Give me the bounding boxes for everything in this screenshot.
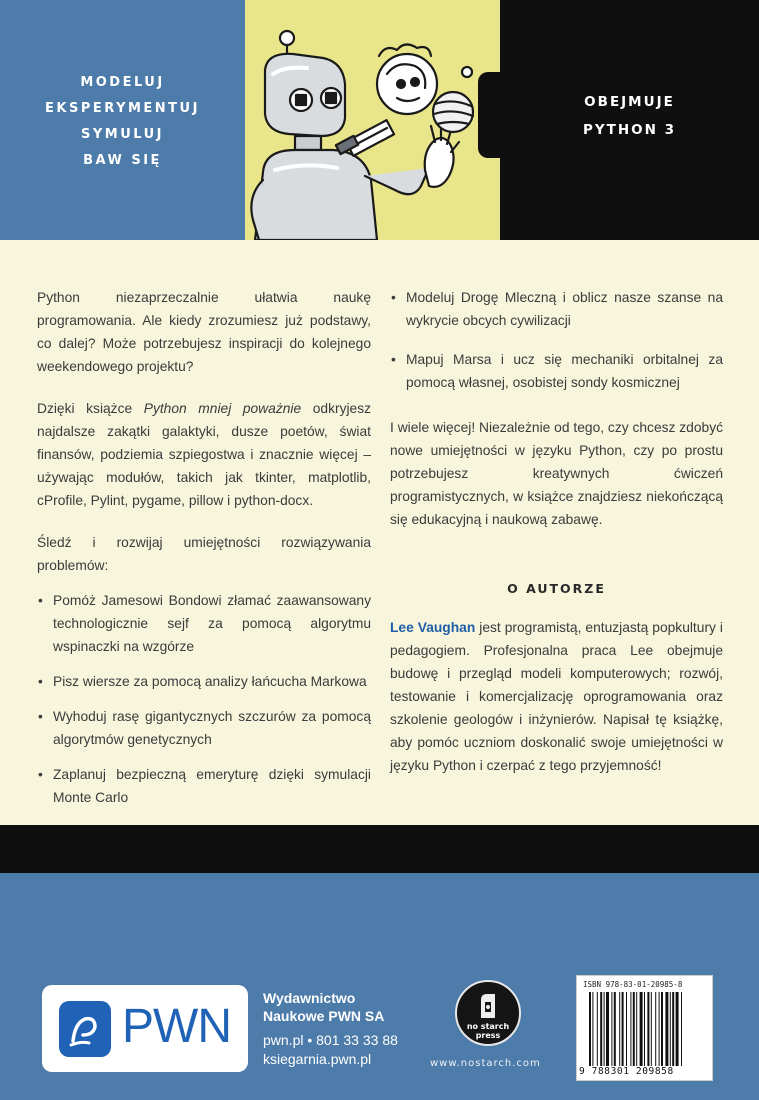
skills-list	[37, 589, 371, 809]
bullet-icon: •	[38, 709, 43, 724]
tagline-line: SYMULUJ	[81, 127, 164, 142]
no-starch-logo-icon	[455, 980, 521, 1046]
book-paragraph-start: Dzięki książce	[37, 401, 144, 416]
barcode-icon	[589, 992, 703, 1066]
no-starch-mark-icon	[457, 984, 519, 1024]
tagline-line: BAW SIĘ	[83, 153, 162, 168]
bullet-icon: •	[38, 674, 43, 689]
skills-paragraph: Śledź i rozwijaj umiejętności rozwiązywania problemów:	[37, 535, 371, 573]
covers-badge	[500, 88, 759, 144]
list-item-text: Modeluj Drogę Mleczną i oblicz nasze szanse na wykrycie obcych cywilizacji	[406, 290, 723, 328]
publisher-name: Naukowe PWN SA	[263, 1008, 385, 1024]
header-black-block	[500, 0, 759, 240]
author-paragraph	[390, 616, 723, 777]
no-starch-label-line: no starch	[466, 1022, 510, 1031]
book-title: Python mniej poważnie	[143, 401, 302, 416]
list-item-text: Mapuj Marsa i ucz się mechaniki orbitalnej za pomocą własnej, osobistej sondy kosmicznej	[406, 352, 723, 390]
tagline-line: MODELUJ	[80, 75, 165, 90]
covers-line: PYTHON 3	[582, 122, 677, 138]
publisher-name: Wydawnictwo	[263, 990, 356, 1006]
left-column	[37, 286, 371, 821]
list-item-text: Pisz wiersze za pomocą analizy łańcucha Markowa	[53, 674, 367, 689]
author-name: Lee Vaughan	[390, 620, 476, 635]
pwn-logo-text: PWN	[122, 1000, 231, 1053]
book-paragraph	[37, 397, 371, 512]
book-paragraph-end: odkryjesz najdalsze zakątki galaktyki, dusze poetów, świat finansów, podziemia szpiegostwa i znacznie więcej – używając modułów, takich jak tkinter, matplotlib, cProfile, Pylint, pygame, pillow i python-docx.	[37, 401, 371, 508]
bullet-icon: •	[391, 352, 396, 367]
publisher-info	[263, 989, 398, 1069]
no-starch-label-line: press	[475, 1031, 501, 1040]
barcode-number: 9 788301 209858	[579, 1066, 674, 1077]
footer-strip	[0, 825, 759, 873]
covers-line: OBEJMUJE	[584, 94, 675, 110]
no-starch-label	[457, 1022, 519, 1040]
list-item-text: Pomóż Jamesowi Bondowi złamać zaawansowany technologicznie sejf za pomocą algorytmu wspinaczki na wzgórze	[53, 593, 371, 654]
pwn-mark-icon	[59, 1001, 111, 1057]
right-column	[390, 286, 723, 796]
list-item	[390, 348, 723, 394]
robot-illustration	[245, 0, 500, 240]
more-paragraph: I wiele więcej! Niezależnie od tego, czy chcesz zdobyć nowe umiejętności w języku Python, czy po prostu potrzebujesz kreatywnych ćwiczeń programistycznych, w książce znajdziesz niekończącą się edukacyjną i naukową zabawę.	[390, 420, 723, 527]
header-blue-block	[0, 0, 245, 240]
isbn-text: ISBN 978-83-01-20985-8	[583, 980, 683, 989]
tagline-line: EKSPERYMENTUJ	[45, 101, 200, 116]
list-item-text: Zaplanuj bezpieczną emeryturę dzięki symulacji Monte Carlo	[53, 767, 371, 805]
header-tab	[478, 72, 518, 158]
about-author-heading: O AUTORZE	[507, 581, 606, 596]
tagline	[0, 70, 245, 174]
author-bio: jest programistą, entuzjastą popkultury i pedagogiem. Profesjonalna praca Lee obejmuje budowę i przegląd modeli komputerowych; rozwój, testowanie i komercjalizację oprogramowania oraz szkolenie geologów i inżynierów. Napisał tę książkę, aby pomóc uczniom doskonalić swoje umiejętności w języku Python i czerpać z tego przyjemność!	[390, 620, 723, 773]
bullet-icon: •	[38, 593, 43, 608]
intro-paragraph: Python niezaprzeczalnie ułatwia naukę programowania. Ale kiedy zrozumiesz już podstawy, co dalej? Może potrzebujesz inspiracji do kolejnego weekendowego projektu?	[37, 290, 371, 374]
publisher-shop: ksiegarnia.pwn.pl	[263, 1051, 372, 1067]
list-item-text: Wyhoduj rasę gigantycznych szczurów za pomocą algorytmów genetycznych	[53, 709, 371, 747]
list-item	[37, 589, 371, 658]
footer	[0, 873, 759, 1100]
pwn-logo	[42, 985, 248, 1072]
list-item	[37, 705, 371, 751]
list-item	[37, 763, 371, 809]
pwn-logo-icon	[59, 1001, 111, 1057]
no-starch-url: www.nostarch.com	[430, 1058, 541, 1069]
bullet-icon: •	[38, 767, 43, 782]
isbn-block	[576, 975, 713, 1081]
list-item	[390, 286, 723, 332]
robot-juggling-icon	[245, 0, 500, 240]
list-item	[37, 670, 371, 693]
projects-list	[390, 286, 723, 394]
description-panel	[0, 240, 759, 825]
bullet-icon: •	[391, 290, 396, 305]
publisher-contact: pwn.pl • 801 33 33 88	[263, 1032, 398, 1048]
